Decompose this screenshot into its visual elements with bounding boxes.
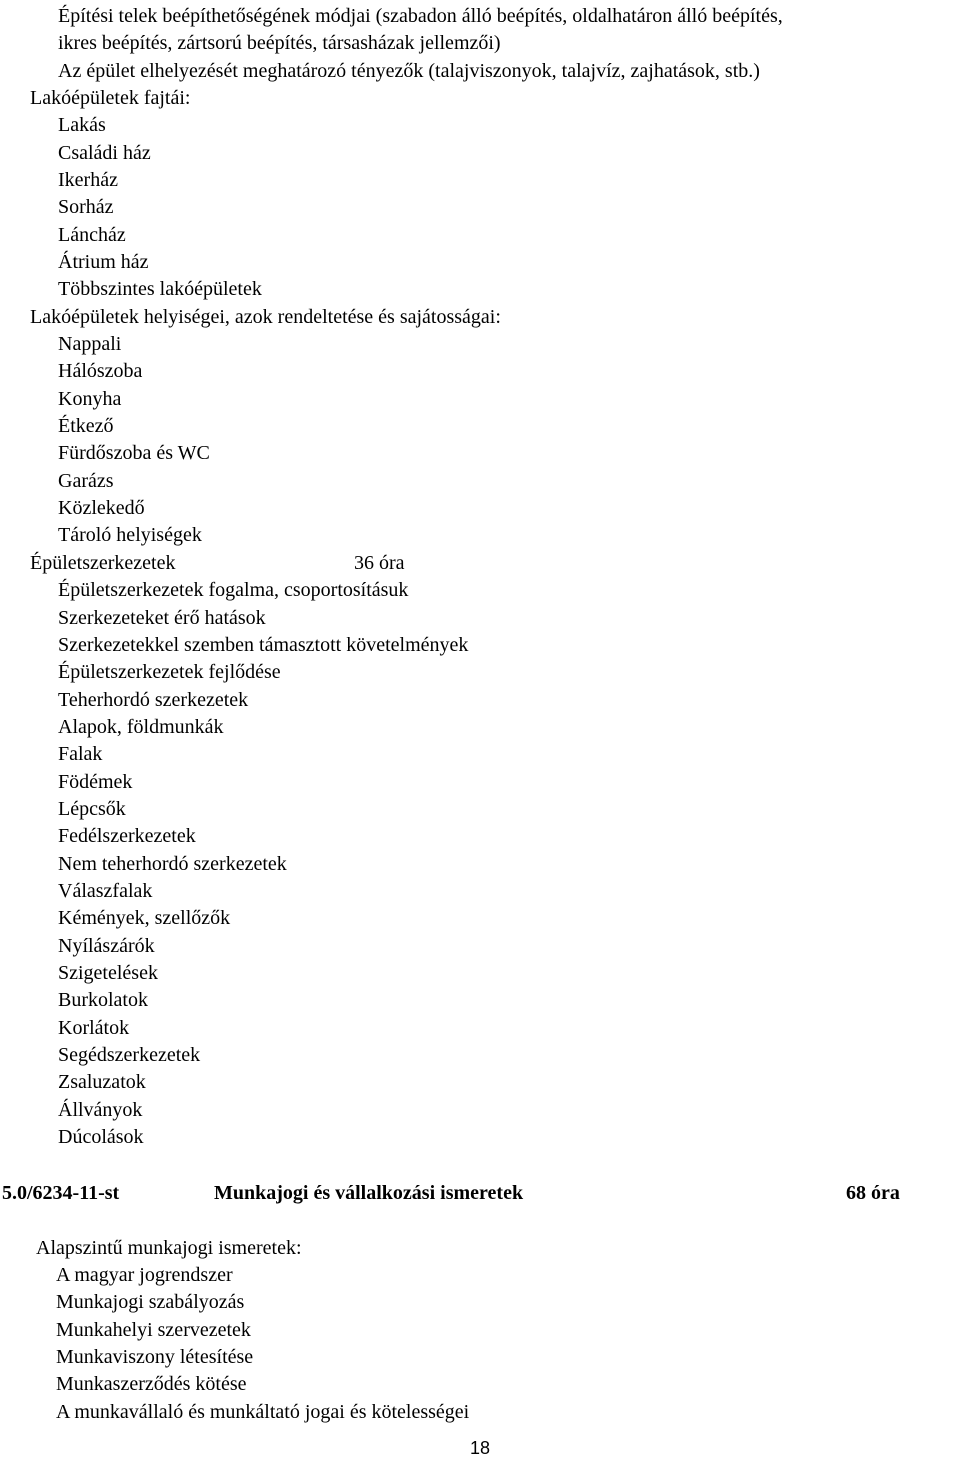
list-item: Nem teherhordó szerkezetek — [58, 853, 287, 875]
intro-line-3: Az épület elhelyezését meghatározó tényezők (talajviszonyok, talajvíz, zajhatások, stb.) — [58, 60, 760, 82]
list-item: Állványok — [58, 1099, 143, 1121]
intro-line-1: Építési telek beépíthetőségének módjai (szabadon álló beépítés, oldalhatáron álló beépítés, — [58, 5, 783, 27]
list-item: Alapok, földmunkák — [58, 716, 224, 738]
section-heading-lakoepuletek-fajtai: Lakóépületek fajtái: — [30, 87, 191, 109]
list-item: Lakás — [58, 114, 106, 136]
list-item: Hálószoba — [58, 360, 143, 382]
list-item: Tároló helyiségek — [58, 524, 202, 546]
section-heading-epuletszerkezetek: Épületszerkezetek — [30, 552, 176, 574]
list-item: Épületszerkezetek fogalma, csoportosításuk — [58, 579, 409, 601]
list-item: Nappali — [58, 333, 122, 355]
list-item: Munkaszerződés kötése — [56, 1373, 247, 1395]
list-item: Segédszerkezetek — [58, 1044, 201, 1066]
list-item: Fürdőszoba és WC — [58, 442, 210, 464]
list-item: Korlátok — [58, 1017, 130, 1039]
list-item: A magyar jogrendszer — [56, 1264, 233, 1286]
intro-line-2: ikres beépítés, zártsorú beépítés, társasházak jellemzői) — [58, 32, 501, 54]
list-item: A munkavállaló és munkáltató jogai és kötelességei — [56, 1401, 470, 1423]
list-item: Szerkezetekkel szemben támasztott követelmények — [58, 634, 469, 656]
list-item: Közlekedő — [58, 497, 145, 519]
list-item: Födémek — [58, 771, 133, 793]
list-item: Lépcsők — [58, 798, 126, 820]
page-number: 18 — [469, 1438, 491, 1458]
list-item: Nyílászárók — [58, 935, 155, 957]
list-item: Konyha — [58, 388, 122, 410]
list-item: Többszintes lakóépületek — [58, 278, 262, 300]
list-item: Családi ház — [58, 142, 151, 164]
list-item: Épületszerkezetek fejlődése — [58, 661, 281, 683]
module-code: 5.0/6234-11-st — [2, 1182, 120, 1204]
list-item: Garázs — [58, 470, 114, 492]
list-item: Munkahelyi szervezetek — [56, 1319, 251, 1341]
section-heading-munkajog: Alapszintű munkajogi ismeretek: — [36, 1237, 302, 1259]
list-item: Szerkezeteket érő hatások — [58, 607, 266, 629]
list-item: Sorház — [58, 196, 114, 218]
epuletszerkezetek-hours: 36 óra — [354, 552, 405, 574]
list-item: Dúcolások — [58, 1126, 144, 1148]
list-item: Láncház — [58, 224, 126, 246]
list-item: Szigetelések — [58, 962, 158, 984]
list-item: Munkaviszony létesítése — [56, 1346, 254, 1368]
list-item: Válaszfalak — [58, 880, 153, 902]
list-item: Átrium ház — [58, 251, 149, 273]
list-item: Munkajogi szabályozás — [56, 1291, 245, 1313]
module-title: Munkajogi és vállalkozási ismeretek — [214, 1182, 524, 1204]
section-heading-helyisegek: Lakóépületek helyiségei, azok rendeltetése és sajátosságai: — [30, 306, 501, 328]
list-item: Teherhordó szerkezetek — [58, 689, 249, 711]
list-item: Burkolatok — [58, 989, 148, 1011]
list-item: Étkező — [58, 415, 114, 437]
list-item: Kémények, szellőzők — [58, 907, 231, 929]
module-hours: 68 óra — [846, 1182, 900, 1204]
list-item: Zsaluzatok — [58, 1071, 146, 1093]
list-item: Ikerház — [58, 169, 118, 191]
list-item: Falak — [58, 743, 103, 765]
list-item: Fedélszerkezetek — [58, 825, 196, 847]
